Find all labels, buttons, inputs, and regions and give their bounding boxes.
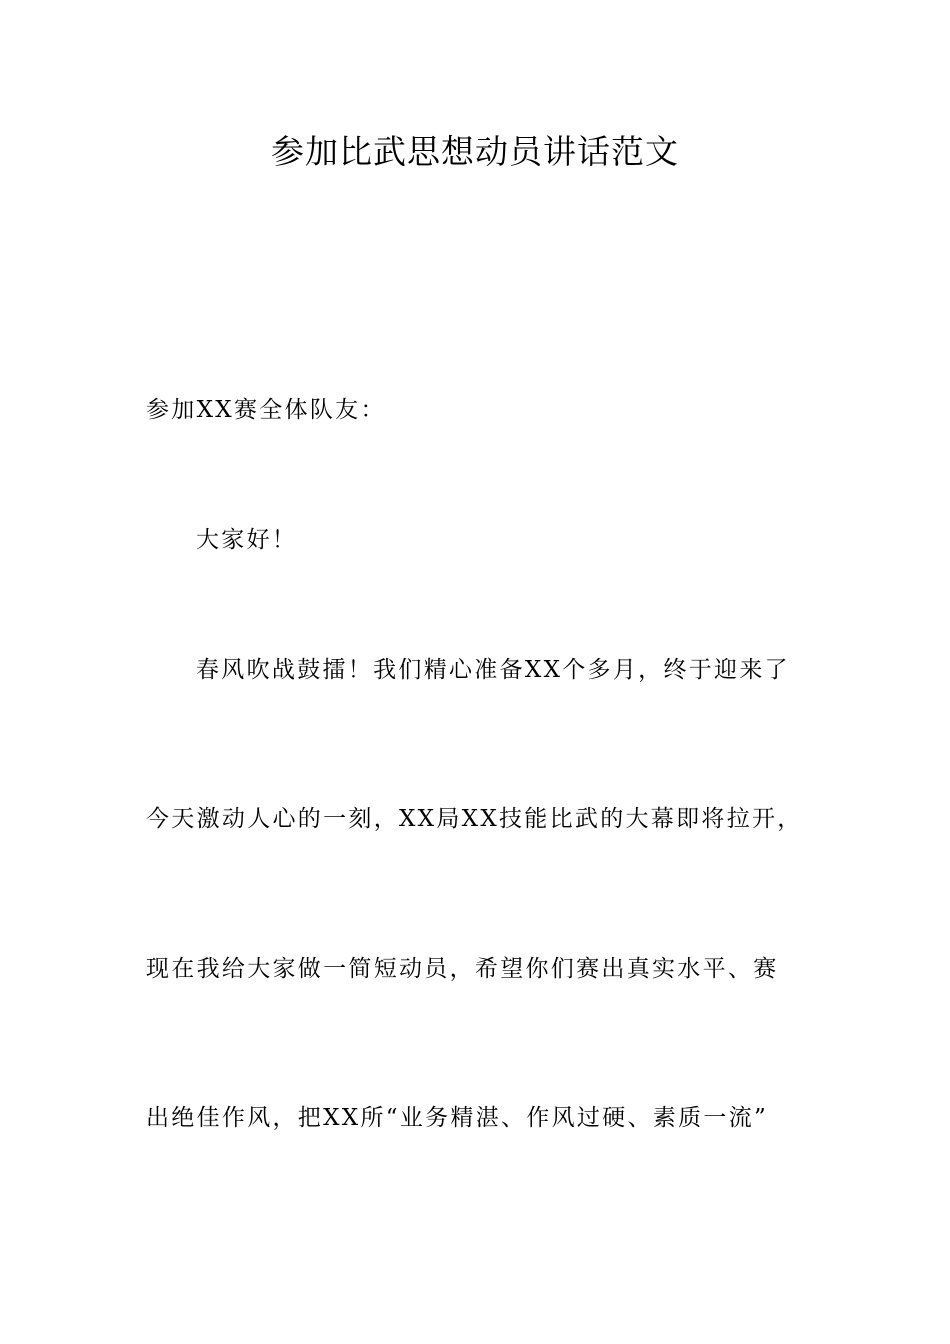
document-title: 参加比武思想动员讲话范文	[271, 132, 679, 171]
greeting: 大家好！	[196, 527, 298, 553]
body-line-2: 今天激动人心的一刻，XX局XX技能比武的大幕即将拉开，	[146, 806, 803, 832]
body-line-4: 出绝佳作风，把XX所“业务精湛、作风过硬、素质一流”	[146, 1105, 769, 1131]
salutation: 参加XX赛全体队友：	[146, 397, 386, 423]
body-line-1: 春风吹战鼓擂！我们精心准备XX个多月，终于迎来了	[196, 657, 790, 683]
body-line-3: 现在我给大家做一简短动员，希望你们赛出真实水平、赛	[146, 956, 779, 982]
